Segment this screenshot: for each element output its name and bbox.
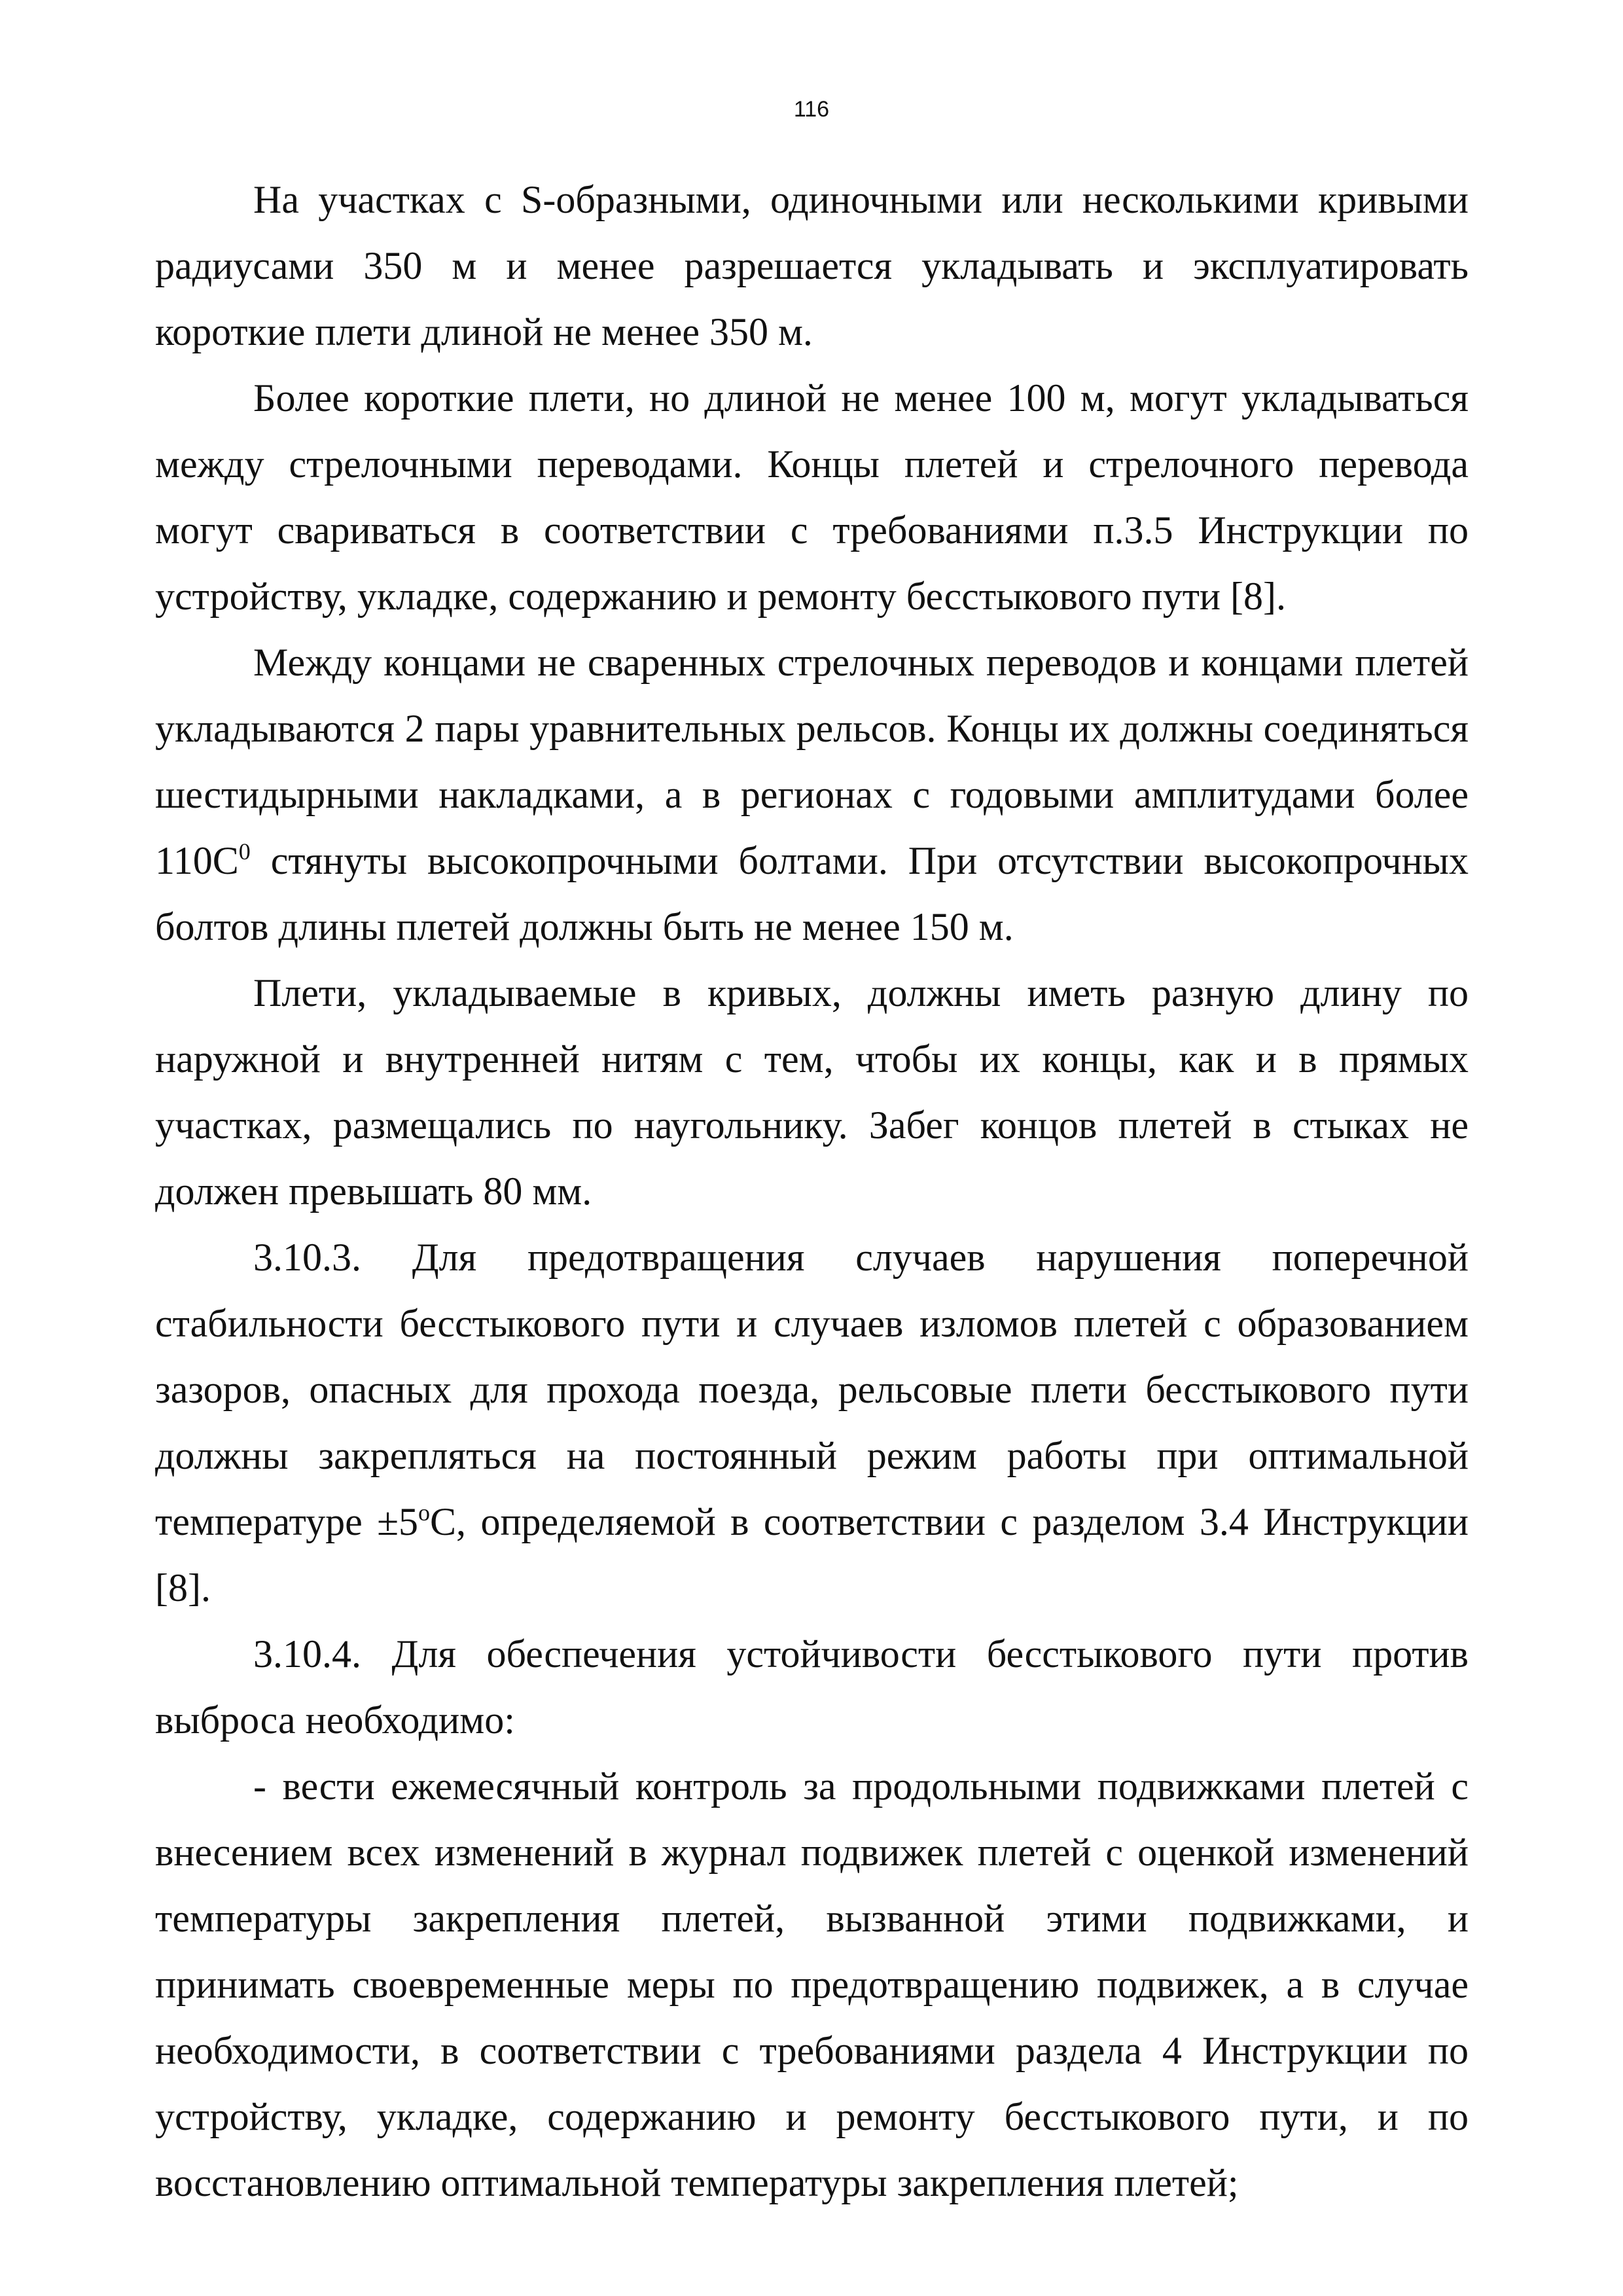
paragraph-equalizing-rails-text-2: стянуты высокопрочными болтами. При отсутствии высокопрочных болтов длины плетей должны быть не менее 150 м. xyxy=(155,839,1469,948)
paragraph-3-10-3-text-1: 3.10.3. Для предотвращения случаев нарушения поперечной стабильности бесстыкового пути и случаев изломов плетей с образованием зазоров, опасных для прохода поезда, рельсовые плети бесстыкового пути должны закрепляться на постоянный режим работы при оптимальной температуре ±5 xyxy=(155,1236,1469,1543)
degree-superscript: o xyxy=(418,1499,431,1526)
paragraph-equalizing-rails xyxy=(155,630,1469,960)
paragraph-3-10-3-text-2: С, определяемой в соответствии с разделом 3.4 Инструкции [8]. xyxy=(155,1500,1469,1609)
page-number: 116 xyxy=(793,97,830,122)
body-text xyxy=(155,167,1469,2216)
paragraph-s-curves: На участках с S-образными, одиночными или несколькими кривыми радиусами 350 м и менее разрешается укладывать и эксплуатировать короткие плети длиной не менее 350 м. xyxy=(155,178,1469,353)
paragraph-monthly-control: - вести ежемесячный контроль за продольными подвижками плетей с внесением всех изменений в журнал подвижек плетей с оценкой изменений температуры закрепления плетей, вызванной этими подвижками, и принимать своевременные меры по предотвращению подвижек, а в случае необходимости, в соответствии с требованиями раздела 4 Инструкции по устройству, укладке, содержанию и ремонту бесстыкового пути, и по восстановлению оптимальной температуры закрепления плетей; xyxy=(155,1765,1469,2204)
paragraph-equalizing-rails-text-1: Между концами не сваренных стрелочных переводов и концами плетей укладываются 2 пары уравнительных рельсов. Концы их должны соединяться шестидырными накладками, а в регионах с годовыми амплитудами более 110С xyxy=(155,641,1469,882)
degree-superscript: 0 xyxy=(238,838,251,865)
paragraph-curves-length: Плети, укладываемые в кривых, должны иметь разную длину по наружной и внутренней нитям с тем, чтобы их концы, как и в прямых участках, размещались по наугольнику. Забег концов плетей в стыках не должен превышать 80 мм. xyxy=(155,971,1469,1213)
paragraph-3-10-3 xyxy=(155,1225,1469,1621)
paragraph-short-rails: Более короткие плети, но длиной не менее 100 м, могут укладываться между стрелочными переводами. Концы плетей и стрелочного перевода могут свариваться в соответствии с требованиями п.3.5 Инструкции по устройству, укладке, содержанию и ремонту бесстыкового пути [8]. xyxy=(155,376,1469,618)
paragraph-3-10-4: 3.10.4. Для обеспечения устойчивости бесстыкового пути против выброса необходимо: xyxy=(155,1632,1469,1742)
